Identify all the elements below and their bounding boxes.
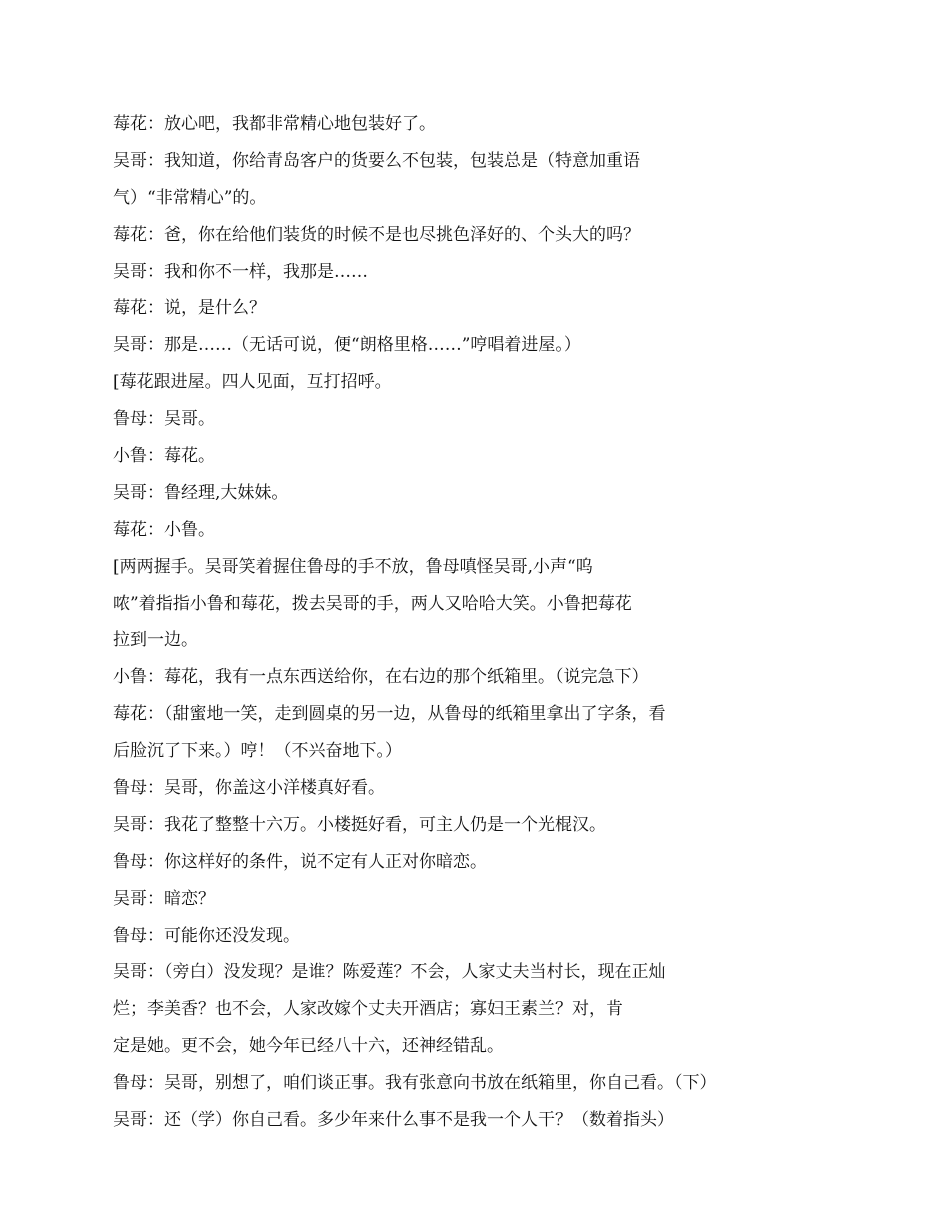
script-line: 吴哥：还（学）你自己看。多少年来什么事不是我一个人干？（数着指头） — [113, 1110, 674, 1131]
script-line: 烂；李美香？也不会，人家改嫁个丈夫开酒店；寡妇王素兰？对，肯 — [113, 999, 623, 1020]
script-line: 莓花：（甜蜜地一笑，走到圆桌的另一边，从鲁母的纸箱里拿出了字条，看 — [113, 704, 666, 725]
script-line: 小鲁：莓花。 — [113, 446, 215, 467]
stage-direction: [莓花跟进屋。四人见面，互打招呼。 — [113, 372, 392, 393]
script-line: 吴哥：我知道，你给青岛客户的货要么不包装，包装总是（特意加重语 — [113, 150, 640, 171]
script-line: 莓花：说，是什么？ — [113, 298, 266, 319]
script-text — [113, 112, 813, 1145]
stage-direction: 拉到一边。 — [113, 630, 198, 651]
script-line: 气）“非常精心”的。 — [113, 187, 267, 208]
script-line: 鲁母：可能你还没发现。 — [113, 925, 300, 946]
script-line: 吴哥：（旁白）没发现？是谁？陈爱莲？不会，人家丈夫当村长，现在正灿 — [113, 962, 666, 983]
script-line: 莓花：放心吧，我都非常精心地包装好了。 — [113, 114, 436, 134]
script-line: 吴哥：我和你不一样，我那是…… — [113, 261, 368, 282]
script-line: 后脸沉了下来。）哼！（不兴奋地下。） — [113, 741, 402, 762]
script-line: 莓花：爸，你在给他们装货的时候不是也尽挑色泽好的、个头大的吗？ — [113, 224, 640, 245]
script-line: 吴哥：那是……（无话可说，便“朗格里格……”哼唱着进屋。） — [113, 335, 581, 356]
script-line: 小鲁：莓花，我有一点东西送给你，在右边的那个纸箱里。（说完急下） — [113, 667, 649, 688]
script-line: 定是她。更不会，她今年已经八十六，还神经错乱。 — [113, 1036, 504, 1057]
script-line: 鲁母：你这样好的条件，说不定有人正对你暗恋。 — [113, 851, 487, 872]
stage-direction: 哝”着指指小鲁和莓花，拨去吴哥的手，两人又哈哈大笑。小鲁把莓花 — [113, 593, 632, 614]
script-line: 吴哥：我花了整整十六万。小楼挺好看，可主人仍是一个光棍汉。 — [113, 814, 606, 835]
script-line: 鲁母：吴哥。 — [113, 409, 215, 430]
script-line: 鲁母：吴哥，你盖这小洋楼真好看。 — [113, 778, 385, 799]
script-line: 鲁母：吴哥，别想了，咱们谈正事。我有张意向书放在纸箱里，你自己看。（下） — [113, 1073, 717, 1094]
script-line: 吴哥：暗恋？ — [113, 888, 215, 909]
script-line: 莓花：小鲁。 — [113, 519, 215, 540]
stage-direction: [两两握手。吴哥笑着握住鲁母的手不放，鲁母嗔怪吴哥,小声“呜 — [113, 556, 593, 577]
script-line: 吴哥：鲁经理,大妹妹。 — [113, 482, 289, 503]
